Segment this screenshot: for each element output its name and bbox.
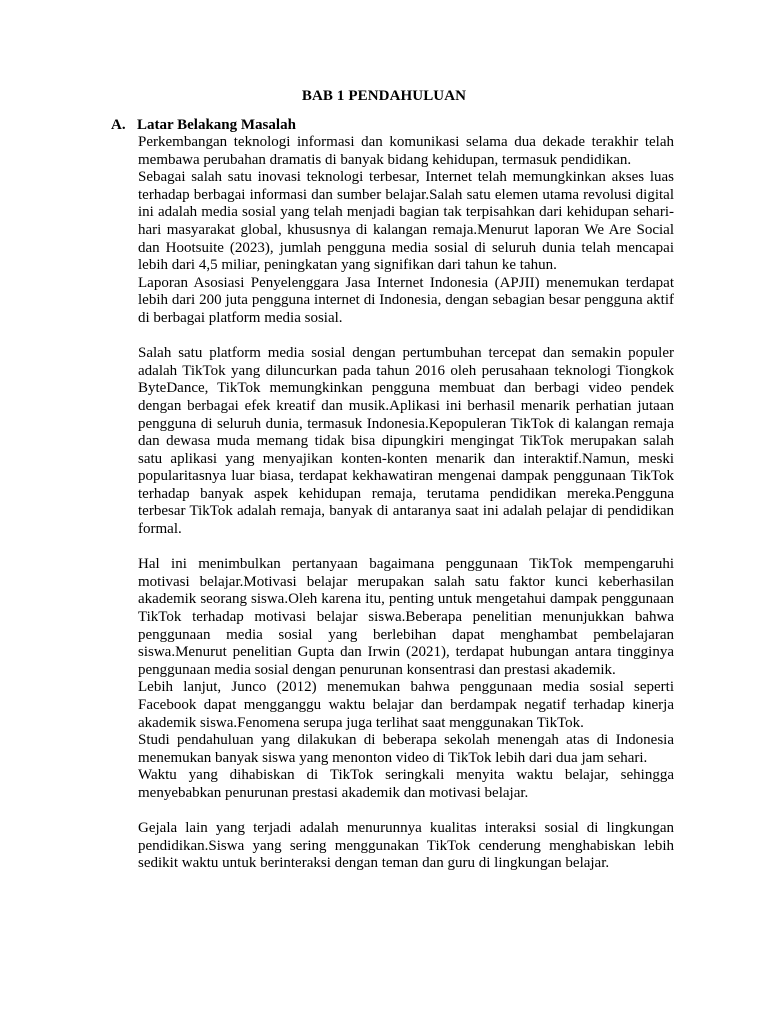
section-heading [111,116,296,134]
paragraph: Lebih lanjut, Junco (2012) menemukan bahwa penggunaan media sosial seperti Facebook dapat mengganggu waktu belajar dan berdampak negatif terhadap kinerja akademik siswa.Fenomena serupa juga terlihat saat menggunakan TikTok. [138,679,674,731]
paragraph: Salah satu platform media sosial dengan pertumbuhan tercepat dan semakin populer adalah TikTok yang diluncurkan pada tahun 2016 oleh perusahaan teknologi Tiongkok ByteDance, TikTok memungkinkan pengguna membuat dan berbagi video pendek dengan berbagai efek kreatif dan musik.Aplikasi ini berhasil menarik perhatian jutaan pengguna di seluruh dunia, termasuk Indonesia.Kepopuleran TikTok di kalangan remaja dan dewasa muda memang tidak bisa dipungkiri mengingat TikTok merupakan salah satu aplikasi yang menyajikan konten-konten menarik dan interaktif.Namun, meski popularitasnya luar biasa, terdapat kekhawatiran mengenai dampak penggunaan TikTok terhadap banyak aspek kehidupan remaja, terutama pendidikan mereka.Pengguna terbesar TikTok adalah remaja, banyak di antaranya saat ini adalah pelajar di pendidikan formal. [138,345,674,538]
section-heading-text: Latar Belakang Masalah [137,117,296,133]
chapter-title: BAB 1 PENDAHULUAN [301,88,467,104]
document-body [138,134,674,873]
paragraph: Perkembangan teknologi informasi dan komunikasi selama dua dekade terakhir telah membawa perubahan dramatis di banyak bidang kehidupan, termasuk pendidikan. [138,134,674,168]
paragraph: Sebagai salah satu inovasi teknologi terbesar, Internet telah memungkinkan akses luas terhadap berbagai informasi dan sumber belajar.Salah satu elemen utama revolusi digital ini adalah media sosial yang telah menjadi bagian tak terpisahkan dari kehidupan sehari-hari masyarakat global, khususnya di kalangan remaja.Menurut laporan We Are Social dan Hootsuite (2023), jumlah pengguna media sosial di seluruh dunia telah mencapai lebih dari 4,5 miliar, peningkatan yang signifikan dari tahun ke tahun. [138,169,674,274]
paragraph: Studi pendahuluan yang dilakukan di beberapa sekolah menengah atas di Indonesia menemukan banyak siswa yang menonton video di TikTok lebih dari dua jam sehari. [138,732,674,766]
paragraph: Waktu yang dihabiskan di TikTok seringkali menyita waktu belajar, sehingga menyebabkan penurunan prestasi akademik dan motivasi belajar. [138,767,674,801]
section-number: A. [111,117,126,133]
paragraph: Laporan Asosiasi Penyelenggara Jasa Internet Indonesia (APJII) menemukan terdapat lebih dari 200 juta pengguna internet di Indonesia, dengan sebagian besar pengguna aktif di berbagai platform media sosial. [138,274,674,326]
paragraph: Gejala lain yang terjadi adalah menurunnya kualitas interaksi sosial di lingkungan pendidikan.Siswa yang sering menggunakan TikTok cenderung menghabiskan lebih sedikit waktu untuk berinteraksi dengan teman dan guru di lingkungan belajar. [138,820,674,872]
paragraph: Hal ini menimbulkan pertanyaan bagaimana penggunaan TikTok mempengaruhi motivasi belajar.Motivasi belajar merupakan salah satu faktor kunci keberhasilan akademik seorang siswa.Oleh karena itu, penting untuk mengetahui dampak penggunaan TikTok terhadap motivasi belajar siswa.Beberapa penelitian menunjukkan bahwa penggunaan media sosial yang berlebihan dapat menghambat pembelajaran siswa.Menurut penelitian Gupta dan Irwin (2021), terdapat hubungan antara tingginya penggunaan media sosial dengan penurunan konsentrasi dan prestasi akademik. [138,556,674,678]
